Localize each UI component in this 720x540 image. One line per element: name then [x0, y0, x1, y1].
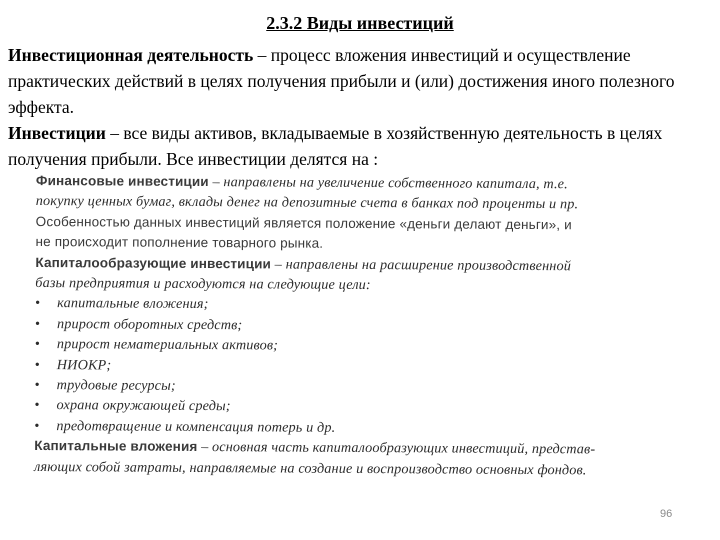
capital-forming-text-1: – направлены на расширение производственной [270, 256, 572, 274]
term-financial-investments: Финансовые инвестиции [35, 172, 209, 190]
term-capital-investments: Капитальные вложения [34, 438, 198, 455]
list-item-text: НИОКР; [56, 356, 112, 374]
paragraph-investments [8, 120, 714, 172]
paragraph-investment-activity [8, 42, 714, 120]
capital-forming-line-2: базы предприятия и расходуются на следующие цели: [35, 275, 371, 294]
list-item-text: охрана окружающей среды; [56, 397, 231, 415]
financial-line-4: не происходит пополнение товарного рынка. [35, 234, 324, 251]
bullet-icon: • [34, 397, 40, 414]
bullet-icon: • [34, 417, 40, 434]
term-investments: Инвестиции [8, 123, 106, 143]
list-item [35, 334, 685, 358]
financial-line-2: покупку ценных бумаг, вклады денег на депозитные счета в банках под проценты и пр. [35, 193, 579, 213]
list-item-text: предотвращение и компенсация потерь и др. [56, 418, 336, 436]
list-item-text: прирост оборотных средств; [57, 315, 243, 334]
bullet-icon: • [34, 356, 40, 373]
capital-investments-line-2: ляющих собой затраты, направляемые на создание и воспроизводство основных фондов. [34, 458, 587, 479]
definition-investment-activity: – процесс вложения инвестиций и осуществление практических действий в целях получения прибыли и (или) достижения иного полезного эффекта. [8, 45, 675, 117]
list-item-text: трудовые ресурсы; [56, 377, 176, 394]
bullet-icon: • [34, 377, 40, 394]
scanned-excerpt [34, 171, 686, 481]
bullet-icon: • [34, 336, 41, 353]
term-investment-activity: Инвестиционная деятельность [8, 45, 254, 65]
definition-investments: – все виды активов, вкладываемые в хозяйственную деятельность в целях получения прибыли. Все инвестиции делятся на : [8, 123, 663, 169]
capital-investments-text-1: – основная часть капиталообразующих инвестиций, представ- [197, 439, 596, 458]
bullet-icon: • [35, 295, 41, 312]
bullet-icon: • [35, 315, 41, 332]
financial-line-3: Особенностью данных инвестиций является положение «деньги делают деньги», и [35, 213, 572, 233]
list-item-text: прирост нематериальных активов; [56, 336, 279, 354]
page-number: 96 [660, 508, 673, 520]
list-item-text: капитальные вложения; [57, 295, 209, 313]
financial-text-1: – направлены на увеличение собственного капитала, т.е. [208, 174, 568, 193]
term-capital-forming-investments: Капиталообразующие инвестиции [35, 254, 272, 272]
purposes-list [34, 293, 685, 440]
slide-title: 2.3.2 Виды инвестиций [266, 13, 454, 33]
